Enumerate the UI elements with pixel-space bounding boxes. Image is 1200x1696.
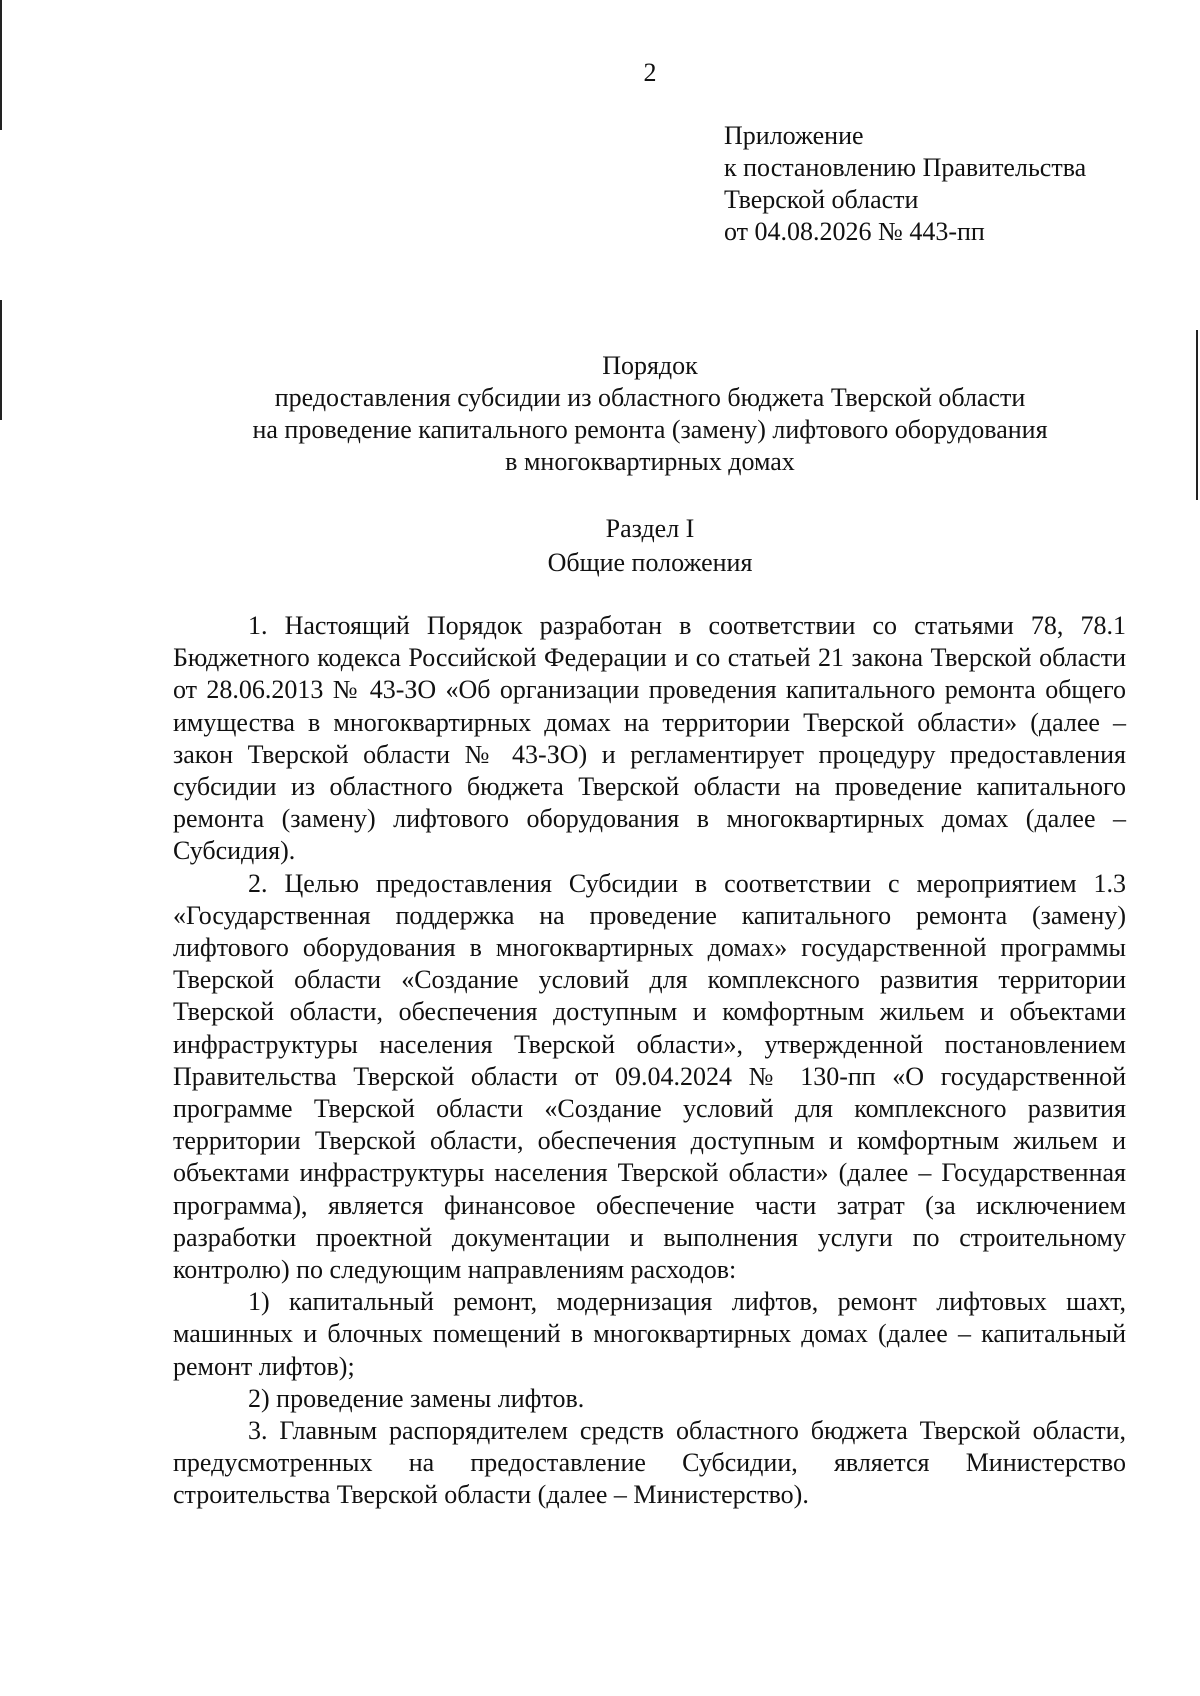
paragraph: 2. Целью предоставления Субсидии в соответствии с мероприятием 1.3 «Государственная поддержка на проведение капитального ремонта (замену) лифтового оборудования в многоквартирных домах» государственной программы Тверской области «Создание условий для комплексного развития территории Тверской области, обеспечения доступным и комфортным жильем и объектами инфраструктуры населения Тверской области», утвержденной постановлением Правительства Тверской области от 09.04.2024 № 130-пп «О государственной программе Тверской области «Создание условий для комплексного развития территории Тверской области, обеспечения доступным и комфортным жильем и объектами инфраструктуры населения Тверской области» (далее – Государственная программа), является финансовое обеспечение части затрат (за исключением разработки проектной документации и выполнения услуги по строительному контролю) по следующим направлениям расходов: xyxy=(173,868,1126,1285)
document-title xyxy=(0,350,1200,478)
title-line: на проведение капитального ремонта (замену) лифтового оборудования xyxy=(252,415,1048,444)
title-line: предоставления субсидии из областного бюджета Тверской области xyxy=(274,383,1026,412)
section-heading xyxy=(0,512,1200,580)
appendix-line: Приложение xyxy=(724,121,864,150)
appendix-line: к постановлению Правительства xyxy=(724,153,1087,182)
page-number: 2 xyxy=(643,58,657,87)
paragraph: 1. Настоящий Порядок разработан в соответствии со статьями 78, 78.1 Бюджетного кодекса Российской Федерации и со статьей 21 закона Тверской области от 28.06.2013 № 43-ЗО «Об организации проведения капитального ремонта общего имущества в многоквартирных домах на территории Тверской области» (далее – закон Тверской области № 43-ЗО) и регламентирует процедуру предоставления субсидии из областного бюджета Тверской области на проведение капитального ремонта (замену) лифтового оборудования в многоквартирных домах (далее – Субсидия). xyxy=(173,611,1126,866)
appendix-line: Тверской области xyxy=(724,185,919,214)
paragraph: 3. Главным распорядителем средств областного бюджета Тверской области, предусмотренных на предоставление Субсидии, является Министерство строительства Тверской области (далее – Министерство). xyxy=(173,1416,1126,1510)
appendix-block xyxy=(724,120,1086,248)
appendix-line: от 04.08.2026 № 443-пп xyxy=(724,217,985,246)
body-text xyxy=(173,610,1126,1512)
paragraph: 1) капитальный ремонт, модернизация лифтов, ремонт лифтовых шахт, машинных и блочных помещений в многоквартирных домах (далее – капитальный ремонт лифтов); xyxy=(173,1287,1126,1381)
title-line: в многоквартирных домах xyxy=(505,447,795,476)
section-number: Раздел I xyxy=(605,514,695,543)
section-name: Общие положения xyxy=(547,548,753,577)
paragraph: 2) проведение замены лифтов. xyxy=(248,1383,585,1413)
title-heading: Порядок xyxy=(602,351,698,380)
